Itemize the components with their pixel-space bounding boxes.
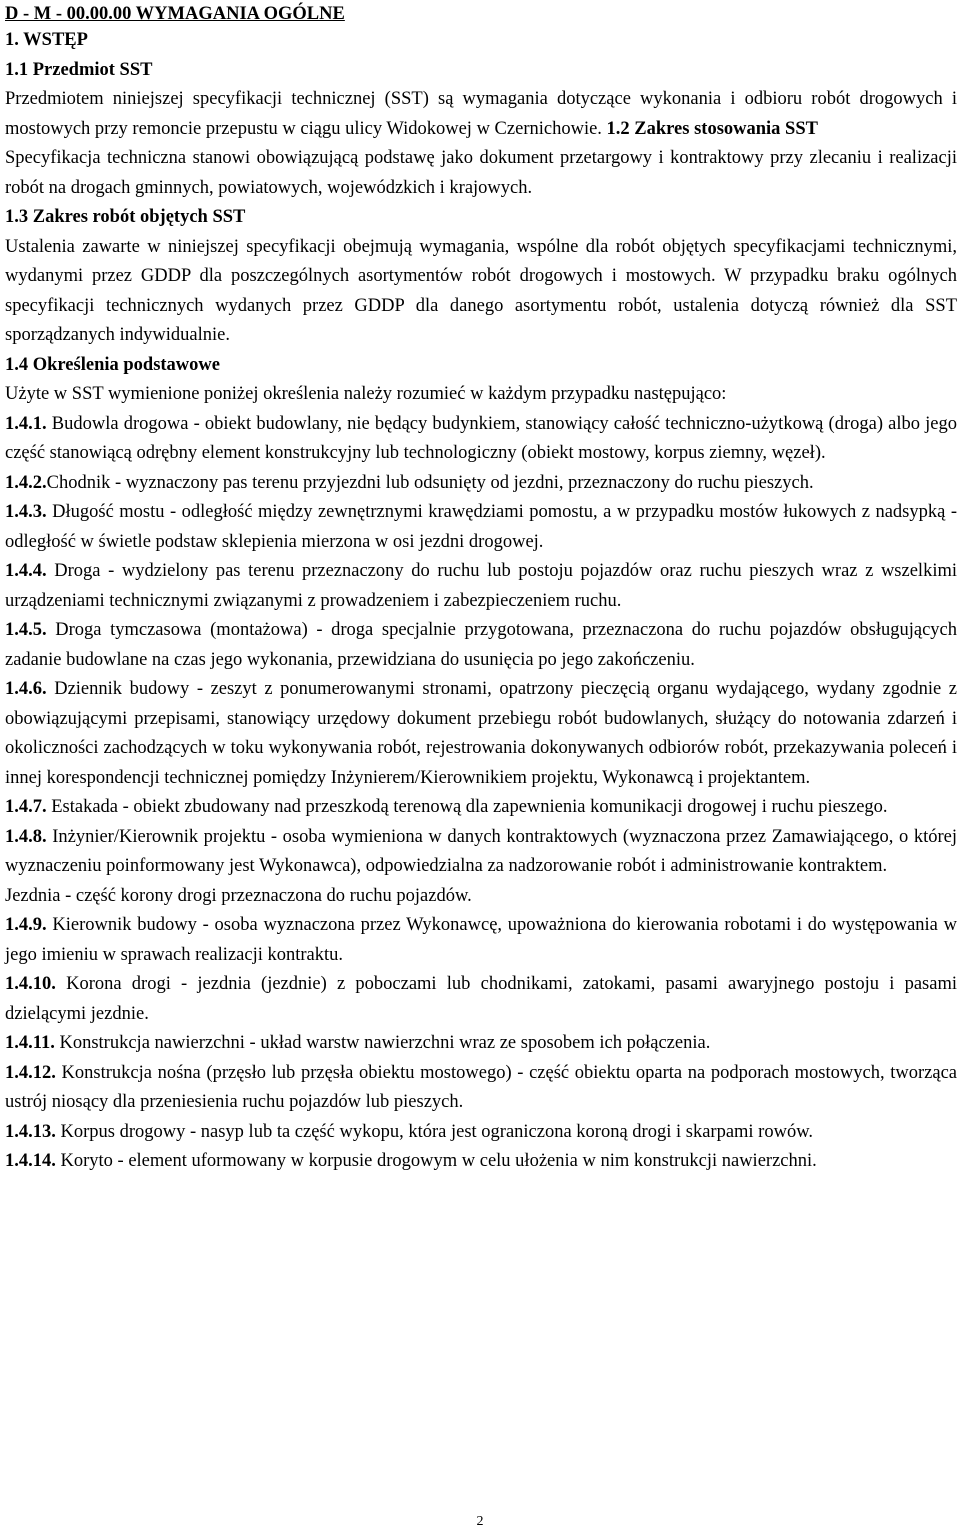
section-1-1-text: Przedmiotem niniejszej specyfikacji technicznej (SST) są wymagania dotyczące wykonania i odbioru robót drogowych i mostowych przy remoncie przepustu w ciągu ulicy Widokowej w Czernichowie.	[5, 89, 957, 139]
definition-item	[5, 882, 957, 912]
definition-item	[5, 793, 957, 823]
definition-number: 1.4.10.	[5, 974, 56, 994]
section-1-4-intro: Użyte w SST wymienione poniżej określenia należy rozumieć w każdym przypadku następująco:	[5, 384, 727, 404]
definition-number: 1.4.9.	[5, 915, 47, 935]
definition-number: 1.4.14.	[5, 1151, 56, 1171]
definition-text: Konstrukcja nośna (przęsło lub przęsła obiektu mostowego) - część obiektu oparta na podporach mostowych, tworząca ustrój niosący dla przeniesienia ruchu pojazdów lub pieszych.	[5, 1062, 957, 1112]
definition-text: Kierownik budowy - osoba wyznaczona przez Wykonawcę, upoważniona do kierowania robotami i do występowania w jego imieniu w sprawach realizacji kontraktu.	[5, 915, 957, 965]
definition-number: 1.4.1.	[5, 413, 47, 434]
section-heading-1-2: 1.2 Zakres stosowania SST	[606, 118, 818, 139]
section-heading-wstep: 1. WSTĘP	[5, 30, 88, 50]
definition-item	[5, 1029, 957, 1059]
definition-text: Droga - wydzielony pas terenu przeznaczony do ruchu lub postoju pojazdów oraz ruchu pieszych wraz z wszelkimi urządzeniami technicznymi związanymi z prowadzeniem i zabezpieczeniem ruchu.	[5, 561, 957, 611]
definition-item	[5, 911, 957, 970]
definition-text: Konstrukcja nawierzchni - układ warstw nawierzchni wraz ze sposobem ich połączenia.	[54, 1033, 711, 1053]
definition-number: 1.4.7.	[5, 797, 47, 817]
definition-item	[5, 616, 957, 675]
definition-text: Długość mostu - odległość między zewnętrznymi krawędziami pomostu, a w przypadku mostów łukowych z nadsypką - odległość w świetle podstaw sklepienia mierzona w osi jezdni drogowej.	[5, 502, 957, 552]
definition-item	[5, 675, 957, 793]
definition-number: 1.4.4.	[5, 561, 47, 581]
definition-number: 1.4.5.	[5, 620, 47, 640]
definition-number: 1.4.11.	[5, 1033, 55, 1053]
definition-text: Dziennik budowy - zeszyt z ponumerowanymi stronami, opatrzony pieczęcią organu wydającego, wydany zgodnie z obowiązującymi przepisami, stanowiący urzędowy dokument przebiegu robót budowlanych, służący do notowania zdarzeń i okoliczności zachodzących w toku wykonywania robót, rejestrowania dokonywanych odbiorów robót, przekazywania poleceń i innej korespondencji technicznej pomiędzy Inżynierem/Kierownikiem projektu, Wykonawcą i projektantem.	[5, 679, 957, 788]
definition-text: Korpus drogowy - nasyp lub ta część wykopu, która jest ograniczona koroną drogi i skarpami rowów.	[55, 1121, 813, 1142]
definition-text: Estakada - obiekt zbudowany nad przeszkodą terenową dla zapewnienia komunikacji drogowej i ruchu pieszego.	[46, 797, 888, 817]
section-1-1-paragraph	[5, 85, 957, 144]
definition-item	[5, 1118, 957, 1148]
definition-text: Inżynier/Kierownik projektu - osoba wymieniona w danych kontraktowych (wyznaczona przez Zamawiającego, o której wyznaczeniu poinformowany jest Wykonawca), odpowiedzialna za nadzorowanie robót i administrowanie kontraktem.	[5, 826, 957, 876]
page-number: 2	[476, 1514, 484, 1529]
definition-item	[5, 1059, 957, 1118]
definition-item	[5, 823, 957, 882]
definition-text: Korona drogi - jezdnia (jezdnie) z poboczami lub chodnikami, zatokami, pasami awaryjnego postoju i pasami dzielącymi jezdnie.	[5, 974, 957, 1024]
section-1-3-paragraph: Ustalenia zawarte w niniejszej specyfikacji obejmują wymagania, wspólne dla robót objętych specyfikacjami technicznymi, wydanymi przez GDDP dla poszczególnych asortymentów robót drogowych i mostowych. W przypadku braku ogólnych specyfikacji technicznych wydanych przez GDDP dla danego asortymentu robót, ustalenia dotyczą również dla SST sporządzanych indywidualnie.	[5, 236, 957, 345]
document-title: D - M - 00.00.00 WYMAGANIA OGÓLNE	[5, 4, 345, 24]
definition-number: 1.4.2.	[5, 472, 47, 493]
definition-text: Budowla drogowa - obiekt budowlany, nie będący budynkiem, stanowiący całość techniczno-użytkową (droga) albo jego część stanowiącą odrębny element konstrukcyjny lub technologiczny (obiekt mostowy, korpus ziemny, węzeł).	[5, 413, 957, 463]
definition-text: Koryto - element uformowany w korpusie drogowym w celu ułożenia w nim konstrukcji nawierzchni.	[55, 1151, 817, 1171]
definition-item	[5, 410, 957, 469]
definition-text: Chodnik - wyznaczony pas terenu przyjezdni lub odsunięty od jezdni, przeznaczony do ruchu pieszych.	[46, 472, 814, 493]
document-page	[5, 0, 957, 1177]
definition-item	[5, 498, 957, 557]
definition-number: 1.4.6.	[5, 679, 47, 699]
definition-item	[5, 970, 957, 1029]
section-heading-1-1: 1.1 Przedmiot SST	[5, 59, 153, 80]
definition-number: 1.4.13.	[5, 1121, 56, 1142]
definition-number: 1.4.3.	[5, 502, 47, 522]
definition-number: 1.4.8.	[5, 826, 47, 847]
definition-item	[5, 1147, 957, 1177]
definition-number: 1.4.12.	[5, 1062, 56, 1083]
definition-item	[5, 557, 957, 616]
definition-text: Jezdnia - część korony drogi przeznaczona do ruchu pojazdów.	[5, 885, 472, 906]
definition-item	[5, 469, 957, 499]
section-1-2-paragraph: Specyfikacja techniczna stanowi obowiązującą podstawę jako dokument przetargowy i kontraktowy przy zlecaniu i realizacji robót na drogach gminnych, powiatowych, wojewódzkich i krajowych.	[5, 148, 957, 198]
section-heading-1-4: 1.4 Określenia podstawowe	[5, 354, 220, 375]
definition-text: Droga tymczasowa (montażowa) - droga specjalnie przygotowana, przeznaczona do ruchu pojazdów obsługujących zadanie budowlane na czas jego wykonania, przewidziana do usunięcia po jego zakończeniu.	[5, 620, 957, 670]
section-heading-1-3: 1.3 Zakres robót objętych SST	[5, 207, 246, 227]
